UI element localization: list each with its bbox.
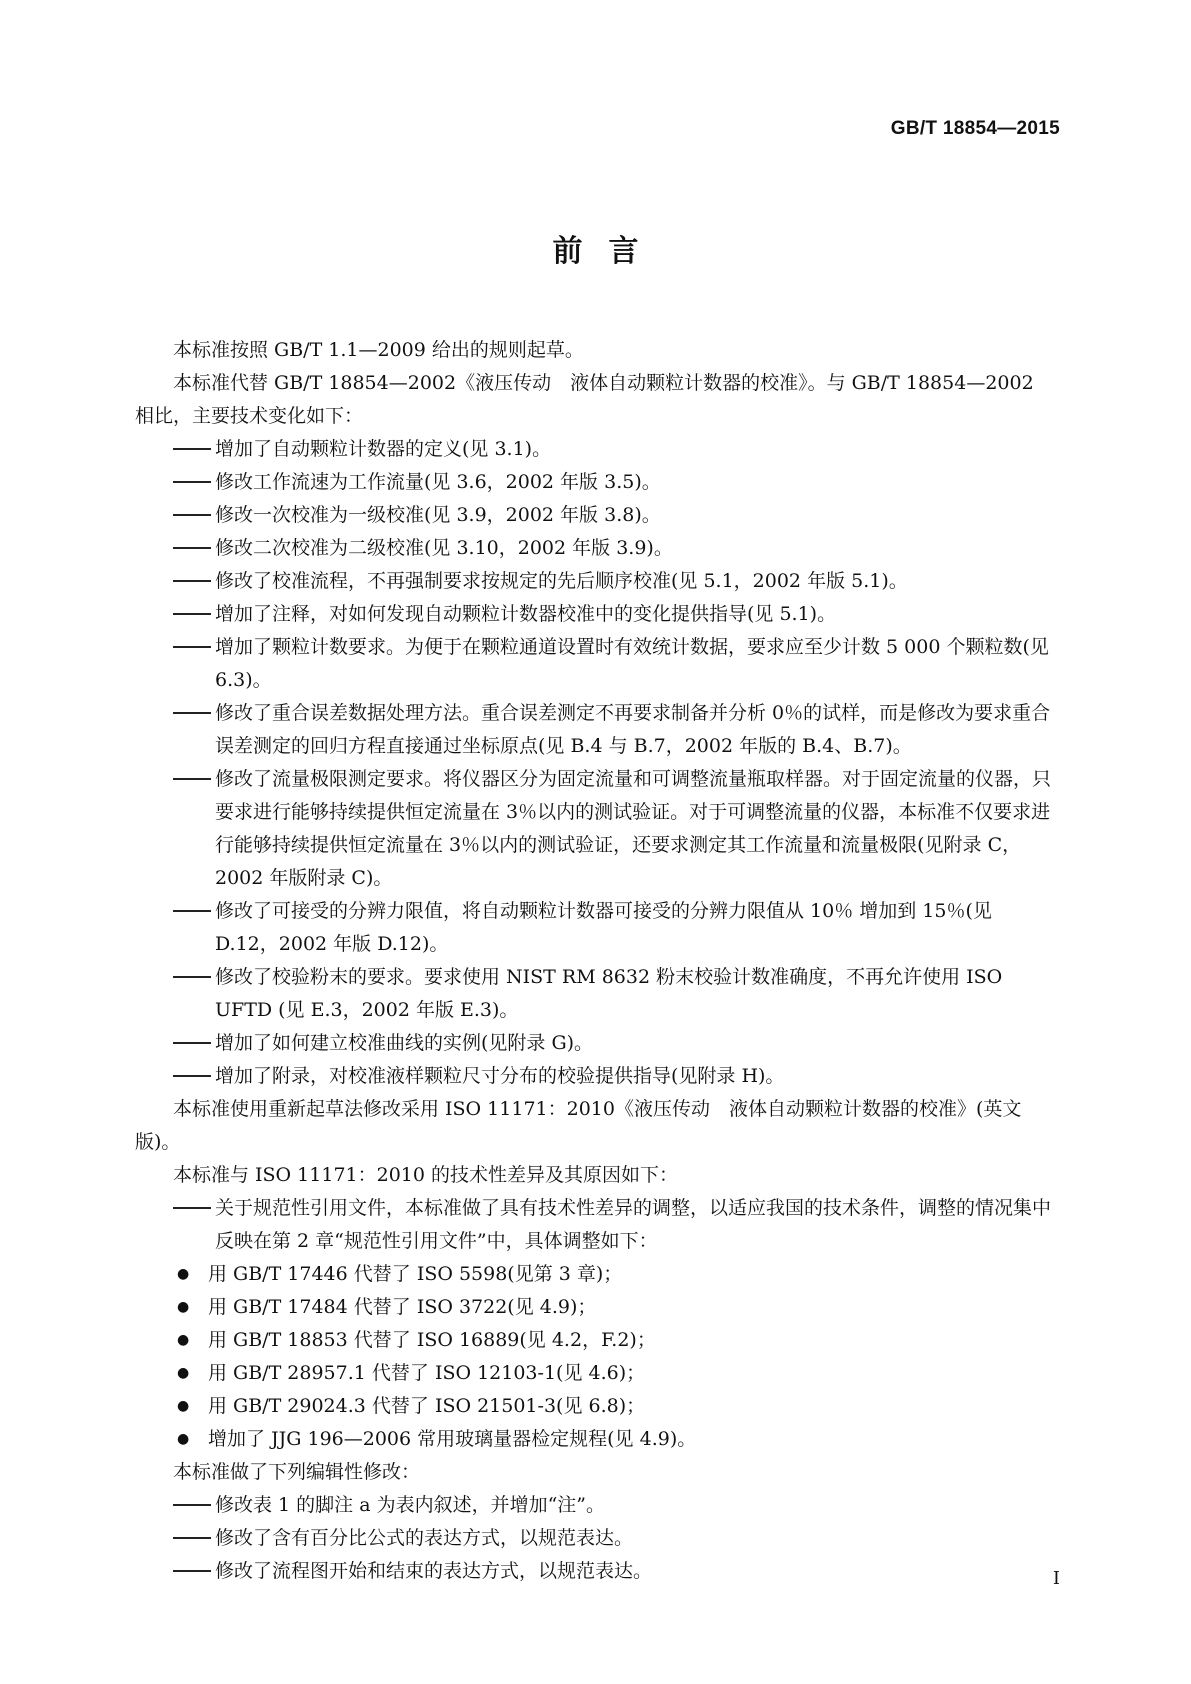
- dash-mark: [173, 499, 215, 532]
- page-title: 前言: [552, 234, 665, 269]
- dash-mark: [173, 565, 215, 598]
- list-item: 修改了流量极限测定要求。将仪器区分为固定流量和可调整流量瓶取样器。对于固定流量的仪器，只要求进行能够持续提供恒定流量在 3％以内的测试验证。对于可调整流量的仪器，本标准不仅要求进行能够持续提供恒定流量在 3％以内的测试验证，还要求测定其工作流量和流量极限(见附录 C，2002 年版附录 C)。: [135, 763, 1057, 895]
- list-item: 修改了流程图开始和结束的表达方式，以规范表达。: [135, 1555, 1057, 1588]
- dash-mark: [173, 598, 215, 631]
- list-item: 修改工作流速为工作流量(见 3.6，2002 年版 3.5)。: [135, 466, 1057, 499]
- bullet-icon: ●: [177, 1266, 190, 1282]
- dash-mark: [173, 532, 215, 565]
- editorial-paragraph: 本标准做了下列编辑性修改：: [173, 1461, 421, 1483]
- list-item: 增加了如何建立校准曲线的实例(见附录 G)。: [135, 1027, 1057, 1060]
- dash-mark: [173, 1522, 215, 1555]
- intro-paragraph-1: 本标准按照 GB/T 1.1—2009 给出的规则起草。: [173, 339, 584, 361]
- bullet-item: ● 用 GB/T 17446 代替了 ISO 5598(见第 3 章)；: [135, 1258, 1057, 1291]
- dash-mark: [173, 1555, 215, 1588]
- intro-paragraph-2: 本标准代替 GB/T 18854—2002《液压传动 液体自动颗粒计数器的校准》。与 GB/T 18854—2002 相比，主要技术变化如下：: [135, 372, 1034, 427]
- bullet-icon: ●: [177, 1398, 190, 1414]
- bullet-icon: ●: [177, 1332, 190, 1348]
- dash-mark: [173, 631, 215, 664]
- bullet-icon: ●: [177, 1365, 190, 1381]
- list-item: 修改了校准流程，不再强制要求按规定的先后顺序校准(见 5.1，2002 年版 5.1)。: [135, 565, 1057, 598]
- list-item: 增加了自动颗粒计数器的定义(见 3.1)。: [135, 433, 1057, 466]
- editorial-changes-list: [135, 1489, 1057, 1588]
- list-item: 增加了注释，对如何发现自动颗粒计数器校准中的变化提供指导(见 5.1)。: [135, 598, 1057, 631]
- dash-mark: [173, 895, 215, 928]
- adoption-paragraph: 本标准使用重新起草法修改采用 ISO 11171：2010《液压传动 液体自动颗粒计数器的校准》(英文版)。: [135, 1098, 1022, 1153]
- dash-mark: [173, 1060, 215, 1093]
- list-item: 修改二次校准为二级校准(见 3.10，2002 年版 3.9)。: [135, 532, 1057, 565]
- list-item: 修改了可接受的分辨力限值，将自动颗粒计数器可接受的分辨力限值从 10％ 增加到 15％(见 D.12，2002 年版 D.12)。: [135, 895, 1057, 961]
- page-number: I: [1052, 1568, 1060, 1589]
- list-item: 修改表 1 的脚注 a 为表内叙述，并增加“注”。: [135, 1489, 1057, 1522]
- bullet-item: ● 用 GB/T 28957.1 代替了 ISO 12103-1(见 4.6)；: [135, 1357, 1057, 1390]
- dash-mark: [173, 1489, 215, 1522]
- bullet-item: ● 用 GB/T 17484 代替了 ISO 3722(见 4.9)；: [135, 1291, 1057, 1324]
- dash-mark: [173, 697, 215, 730]
- list-item: 增加了颗粒计数要求。为便于在颗粒通道设置时有效统计数据，要求应至少计数 5 000 个颗粒数(见 6.3)。: [135, 631, 1057, 697]
- differences-paragraph: 本标准与 ISO 11171：2010 的技术性差异及其原因如下：: [173, 1164, 679, 1186]
- replacement-bullet-list: [135, 1258, 1057, 1456]
- dash-mark: [173, 763, 215, 796]
- technical-changes-list: [135, 433, 1057, 1093]
- bullet-item: ● 增加了 JJG 196—2006 常用玻璃量器检定规程(见 4.9)。: [135, 1423, 1057, 1456]
- list-item: 修改了校验粉末的要求。要求使用 NIST RM 8632 粉末校验计数准确度，不再允许使用 ISO UFTD (见 E.3，2002 年版 E.3)。: [135, 961, 1057, 1027]
- standard-code: GB/T 18854—2015: [890, 118, 1060, 139]
- bullet-icon: ●: [177, 1431, 190, 1447]
- document-body: [135, 334, 1057, 1588]
- dash-mark: [173, 1192, 215, 1225]
- list-item: 修改一次校准为一级校准(见 3.9，2002 年版 3.8)。: [135, 499, 1057, 532]
- dash-mark: [173, 961, 215, 994]
- list-item: 增加了附录，对校准液样颗粒尺寸分布的校验提供指导(见附录 H)。: [135, 1060, 1057, 1093]
- list-item: 修改了含有百分比公式的表达方式，以规范表达。: [135, 1522, 1057, 1555]
- bullet-icon: ●: [177, 1299, 190, 1315]
- dash-mark: [173, 1027, 215, 1060]
- bullet-item: ● 用 GB/T 29024.3 代替了 ISO 21501-3(见 6.8)；: [135, 1390, 1057, 1423]
- dash-mark: [173, 433, 215, 466]
- list-item: 关于规范性引用文件，本标准做了具有技术性差异的调整，以适应我国的技术条件，调整的情况集中反映在第 2 章“规范性引用文件”中，具体调整如下：: [135, 1192, 1057, 1258]
- bullet-item: ● 用 GB/T 18853 代替了 ISO 16889(见 4.2，F.2)；: [135, 1324, 1057, 1357]
- dash-mark: [173, 466, 215, 499]
- list-item: 修改了重合误差数据处理方法。重合误差测定不再要求制备并分析 0％的试样，而是修改为要求重合误差测定的回归方程直接通过坐标原点(见 B.4 与 B.7，2002 年版的 B.4、B.7)。: [135, 697, 1057, 763]
